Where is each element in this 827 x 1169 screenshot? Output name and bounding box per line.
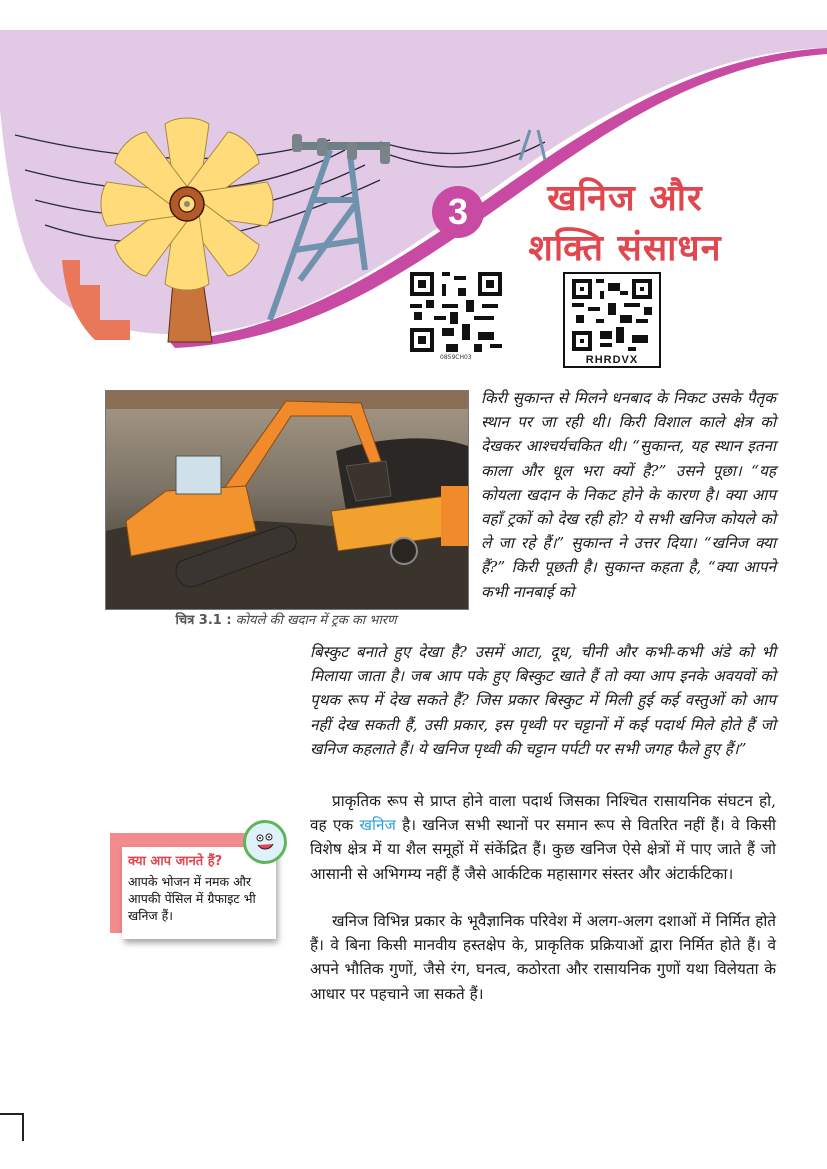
story-paragraph-2: बिस्कुट बनाते हुए देखा है? उसमें आटा, दूध, चीनी और कभी-कभी अंडे को भी मिलाया जाता है। जब आप पके हुए बिस्कुट खाते हैं तो क्या आप इनके अवयवों को पृथक रूप में देख सकते हैं? जिस प्रकार बिस्कुट में मिली हुई कई वस्तुओं को आप नहीं देख सकती हैं, उसी प्रकार, इस पृथ्वी पर चट्टानों में कई पदार्थ मिले होते हैं जो खनिज कहलाते हैं। ये खनिज पृथ्वी की चट्टान पर्पटी पर सभी जगह फैले हुए हैं।”	[310, 643, 776, 758]
definition-text-before: प्राकृतिक रूप से प्राप्त होने वाला पदार्थ जिसका निश्चित रासायनिक संघटन हो, वह एक	[310, 792, 776, 835]
qr-code-label: 0859CH03	[440, 354, 472, 361]
excavator-truck-image	[106, 391, 468, 609]
story-paragraph-1: किरी सुकान्त से मिलने धनबाद के निकट उसके पैतृक स्थान पर जा रही थी। किरी विशाल काले क्षेत्र को देखकर आश्चर्यचकित थी। “सुकान्त, यह स्थान इतना काला और धूल भरा क्यों है?” उसने पूछा। “यह कोयला खदान के निकट होने के कारण है। क्या आप वहाँ ट्रकों को देख रही हो? ये सभी खनिज कोयले को ले जा रहे हैं।” सुकान्त ने उत्तर दिया। “खनिज क्या हैं?” किरी पूछती है। सुकान्त कहता है, “क्या आपने कभी नानबाई को	[481, 389, 776, 601]
crop-mark-bottom-left	[0, 1113, 24, 1141]
formation-paragraph: खनिज विभिन्न प्रकार के भूवैज्ञानिक परिवेश में अलग-अलग दशाओं में निर्मित होते हैं। वे बिना किसी मानवीय हस्तक्षेप के, प्राकृतिक प्रक्रियाओं द्वारा निर्मित होते हैं। वे अपने भौतिक गुणों, जैसे रंग, घनत्व, कठोरता और रासायनिक गुणों यथा विलेयता के आधार पर पहचाने जा सकते हैं।	[310, 912, 776, 1003]
chapter-title-line2: शक्ति संसाधन	[528, 227, 722, 269]
globe-mascot-icon	[243, 820, 287, 864]
qr-code-resource[interactable]	[563, 272, 661, 368]
figure-caption	[105, 610, 467, 628]
chapter-title-line1: खनिज और	[547, 177, 703, 219]
chapter-number-badge: 3	[432, 186, 484, 238]
qr-code-label: RHRDVX	[585, 354, 639, 366]
figure-photo-coal-mine	[105, 390, 469, 610]
figure-caption-text: कोयले की खदान में ट्रक का भारण	[235, 613, 397, 628]
qr-code-icon	[572, 279, 652, 351]
did-you-know-title: क्या आप जानते हैं?	[128, 854, 223, 869]
definition-paragraph	[310, 789, 776, 886]
definition-text-after: है। खनिज सभी स्थानों पर समान रूप से वितरित नहीं हैं। वे किसी विशेष क्षेत्र में या शैल समूहों में संकेंद्रित हैं। कुछ खनिज ऐसे क्षेत्रों में पाए जाते हैं जो आसानी से अभिगम्य नहीं हैं जैसे आर्कटिक महासागर संस्तर और अंटार्कटिका।	[310, 816, 777, 883]
figure-label: चित्र 3.1 :	[175, 613, 232, 628]
did-you-know-text: आपके भोजन में नमक और आपकी पेंसिल में ग्रैफाइट भी खनिज हैं।	[128, 874, 256, 923]
qr-code-chapter[interactable]	[410, 272, 502, 360]
keyword-mineral: खनिज	[359, 816, 396, 835]
qr-code-icon	[410, 272, 502, 352]
